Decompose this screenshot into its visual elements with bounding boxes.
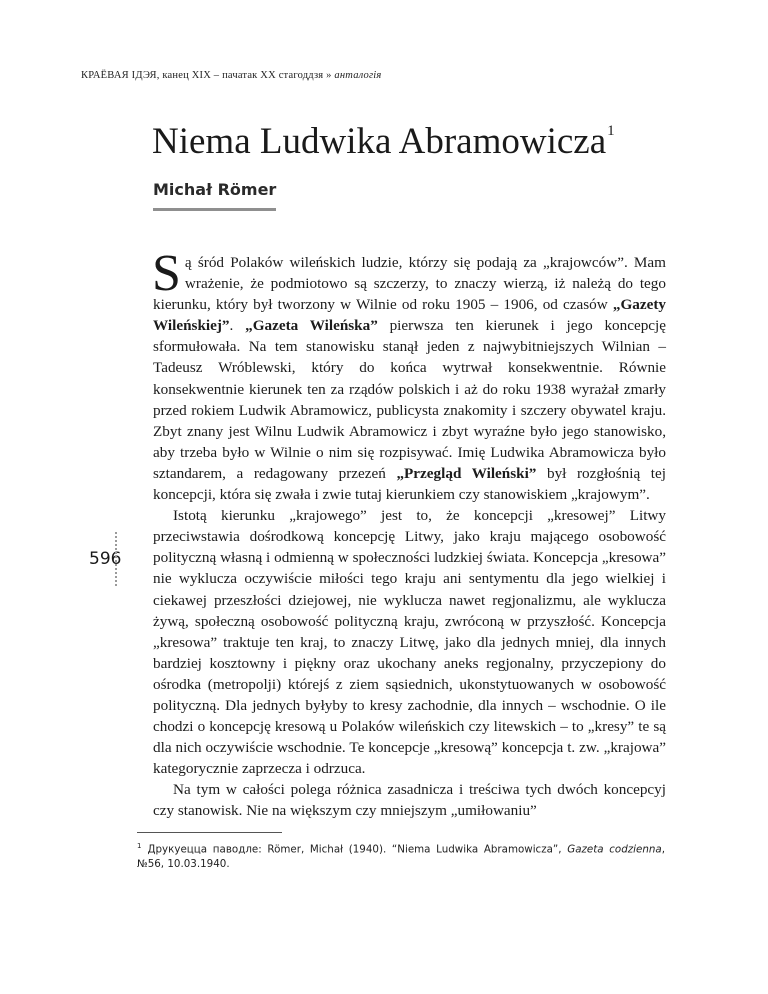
article-author: Michał Römer xyxy=(153,180,277,199)
drop-cap: S xyxy=(152,245,181,302)
author-underline xyxy=(153,208,276,211)
paragraph-1 xyxy=(152,245,667,505)
p1-seg-0: ą śród Polaków wileńskich ludzie, którzy się podają za „krajowców”. Mam wrażenie, że podmiotowo są szczerzy, to znaczy wierzą, iż należą do tego kierunku, który był tworzony w Wilnie od roku 1905 – 1906, od czasów xyxy=(153,254,666,314)
footnote-separator xyxy=(137,832,282,833)
footnote-text: Друкуецца паводле: Römer, Michał (1940). “Niema Ludwika Abramowicza”, xyxy=(147,843,568,856)
p1-seg-5: „Przegląd Wileński” xyxy=(396,464,537,482)
running-head-section: анталогія xyxy=(334,70,382,81)
article-body xyxy=(152,245,667,822)
running-head-text: КРАЁВАЯ ІДЭЯ, канец ХІХ – пачатак ХХ стагоддзя » xyxy=(81,70,335,81)
p1-seg-3: „Gazeta Wileńska” xyxy=(245,317,378,335)
title-footnote-mark[interactable]: 1 xyxy=(607,123,615,139)
paragraph-2: Istotą kierunku „krajowego” jest to, że koncepcji „kresowej” Litwy przeciwstawia dośrodkową koncepcję Litwy, jako kraju mającego osobowość polityczną własną i odmienną w społeczności ludzkiej świata. Koncepcja „kresowa” nie wyklucza oczywiście miłości tego kraju ani sentymentu dla jego wielkiej i ciekawej przeszłości dziejowej, nie wyklucza nawet regjonalizmu, ale wyklucza żywą, społeczną osobowość polityczną kraju, zwróconą w przyszłość. Koncepcja „kresowa” traktuje ten kraj, to znaczy Litwę, jako dla jednych mniej, dla innych bardziej kosztowny i piękny oraz ukochany aneks regjonalny, przyczepiony do ośrodka (metropolji) którejś z ziem sąsiednich, ukonstytuowanych w osobowość polityczną. Dla jednych byłyby to kresy zachodnie, dla innych – wschodnie. O ile chodzi o koncepcję kresową u Polaków wileńskich czy litewskich – to „kresy” te są dla nich oczywiście wschodnie. Te koncepcje „kresową” koncepcja t. zw. „krajowa” kategorycznie zaprzecza i odrzuca. xyxy=(153,507,666,778)
footnote-mark: 1 xyxy=(137,842,142,850)
article-title-text: Niema Ludwika Abramowicza xyxy=(152,121,607,162)
footnote xyxy=(137,839,665,872)
p1-seg-1: „Gazety Wileńskiej” xyxy=(153,296,666,335)
page-number-dotted-rule xyxy=(115,532,117,586)
footnote-source: Gazeta codzienna xyxy=(567,843,662,856)
paragraph-3: Na tym w całości polega różnica zasadnicza i treściwa tych dwóch koncepcyj czy stanowisk. Nie na większym czy mniejszym „umiłowaniu” xyxy=(153,781,666,820)
p1-seg-2: . xyxy=(229,317,246,335)
p1-seg-4: pierwsza ten kierunek i jego koncepcję sformułowała. Na tem stanowisku stanął jeden z najwybitniejszych Wilnian – Tadeusz Wróblewski, który do końca wytrwał konsekwentnie. Równie konsekwentnie kierunek ten za rządów polskich i aż do roku 1938 wyrażał zmarły przed rokiem Ludwik Abramowicz, publicysta znakomity i szczery obywatel kraju. Zbyt znany jest Wilnu Ludwik Abramowicz i zbyt wyraźne było jego stanowisko, aby trzeba było w Wilnie o nim się rozpisywać. Imię Ludwika Abramowicza było sztandarem, a redagowany przezeń xyxy=(153,317,667,482)
footnote-tail: , №56, 10.03.1940. xyxy=(137,843,666,871)
page-number: 596 xyxy=(89,549,122,569)
running-head xyxy=(81,70,382,81)
p1-seg-6: był rozgłośnią tej koncepcji, która się zwała i zwie tutaj kierunkiem czy stanowiskiem „krajowym”. xyxy=(153,464,666,504)
article-title xyxy=(152,120,615,163)
